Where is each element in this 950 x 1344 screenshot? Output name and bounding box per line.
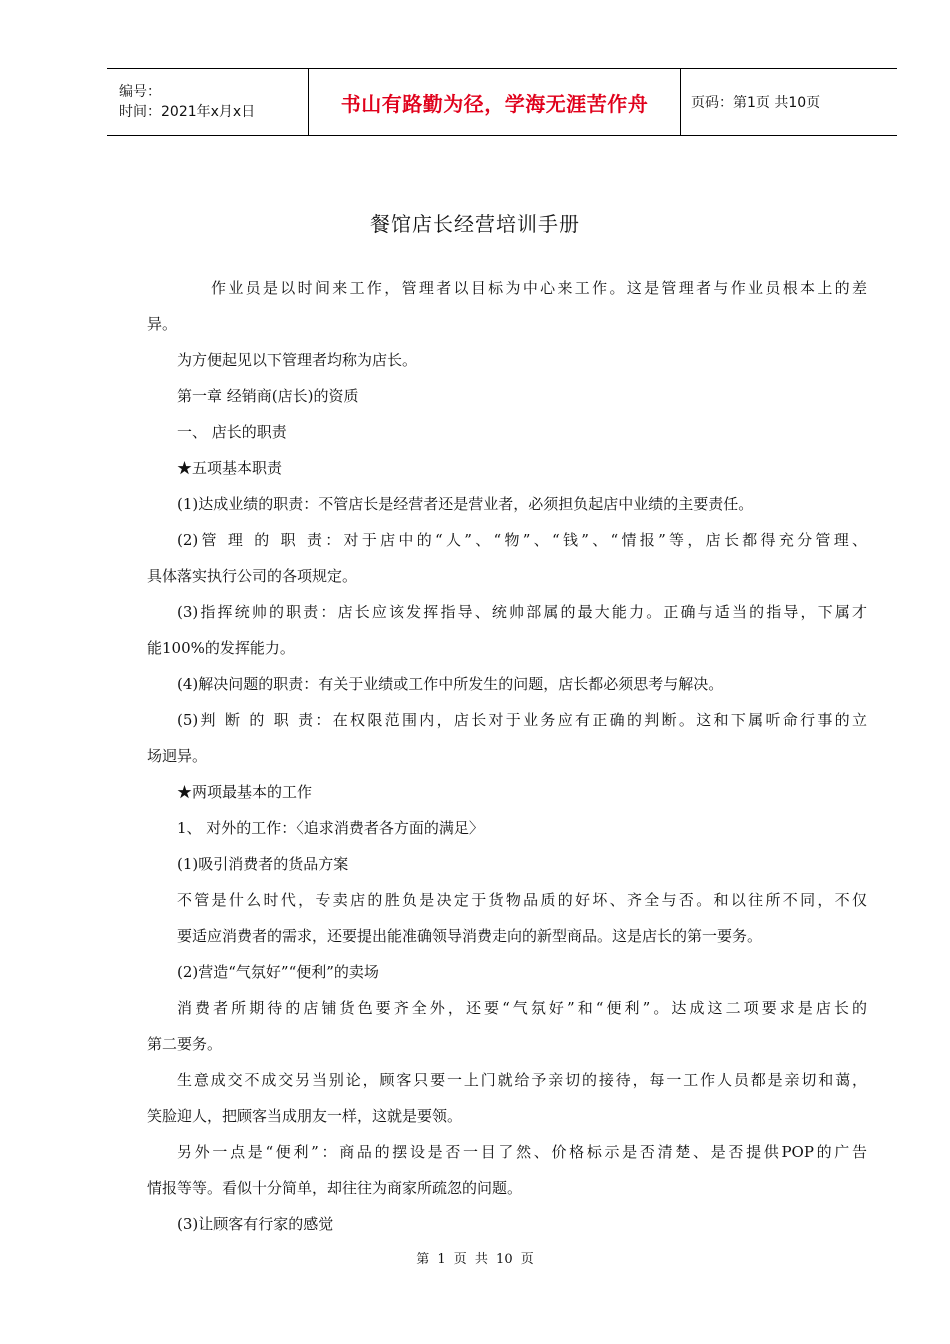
header-motto-cell [309,69,681,135]
paragraph-line: 能100%的发挥能力。 [147,639,295,657]
paragraph-line: 要适应消费者的需求，还要提出能准确领导消费走向的新型商品。这是店长的第一要务。 [177,927,763,945]
paragraph-line: 一、 店长的职责 [177,423,287,441]
paragraph-line: 具体落实执行公司的各项规定。 [147,567,358,585]
paragraph-line: 消费者所期待的店铺货色要齐全外，还要“气氛好”和“便利”。达成这二项要求是店长的 [177,999,867,1017]
date-label: 时间：2021年x月x日 [119,104,256,120]
paragraph-line: 生意成交不成交另当别论，顾客只要一上门就给予亲切的接待，每一工作人员都是亲切和蔼， [177,1071,867,1089]
paragraph-line: (1)达成业绩的职责：不管店长是经营者还是营业者，必须担负起店中业绩的主要责任。 [177,495,754,513]
paragraph-line: 异。 [147,315,178,333]
number-label: 编号： [119,84,161,100]
header-meta [107,69,309,135]
header-page-info [681,69,820,135]
paragraph-line: ★两项最基本的工作 [177,783,313,801]
document-body [147,270,867,1242]
page-footer: 第 1 页 共 10 页 [416,1252,534,1267]
paragraph-line: 笑脸迎人，把顾客当成朋友一样，这就是要领。 [147,1107,463,1125]
paragraph-line: 另外一点是“便利”：商品的摆设是否一目了然、价格标示是否清楚、是否提供POP的广告 [177,1143,867,1161]
paragraph-line: 不管是什么时代，专卖店的胜负是决定于货物品质的好坏、齐全与否。和以往所不同，不仅 [177,891,867,909]
motto: 书山有路勤为径，学海无涯苦作舟 [340,91,649,116]
paragraph-line: (4)解决问题的职责：有关于业绩或工作中所发生的问题，店长都必须思考与解决。 [177,675,724,693]
paragraph-line: 第二要务。 [147,1035,223,1053]
paragraph-line: 作业员是以时间来工作，管理者以目标为中心来工作。这是管理者与作业员根本上的差 [211,279,867,297]
paragraph-line: 1、 对外的工作：〈追求消费者各方面的满足〉 [177,819,484,837]
paragraph-line: (3)指挥统帅的职责：店长应该发挥指导、统帅部属的最大能力。正确与适当的指导，下属才 [177,603,867,621]
paragraph-line: (1)吸引消费者的货品方案 [177,855,349,873]
page-info: 页码：第1页 共10页 [691,95,821,111]
document-title: 餐馆店长经营培训手册 [370,212,580,236]
paragraph-line: 第一章 经销商(店长)的资质 [177,387,359,405]
paragraph-line: 情报等等。看似十分简单，却往往为商家所疏忽的问题。 [147,1179,523,1197]
paragraph-line: (3)让顾客有行家的感觉 [177,1215,334,1233]
paragraph-line: 为方便起见以下管理者均称为店长。 [177,351,418,369]
paragraph-line: (5)判 断 的 职 责：在权限范围内，店长对于业务应有正确的判断。这和下属听命行事的立 [177,711,867,729]
paragraph-line: (2)营造“气氛好”“便利”的卖场 [177,963,379,981]
paragraph-line: 场迥异。 [147,747,208,765]
document-header [107,68,897,136]
paragraph-line: (2)管 理 的 职 责：对于店中的“人”、“物”、“钱”、“情报”等，店长都得充分管理、 [177,531,867,549]
paragraph-line: ★五项基本职责 [177,459,283,477]
